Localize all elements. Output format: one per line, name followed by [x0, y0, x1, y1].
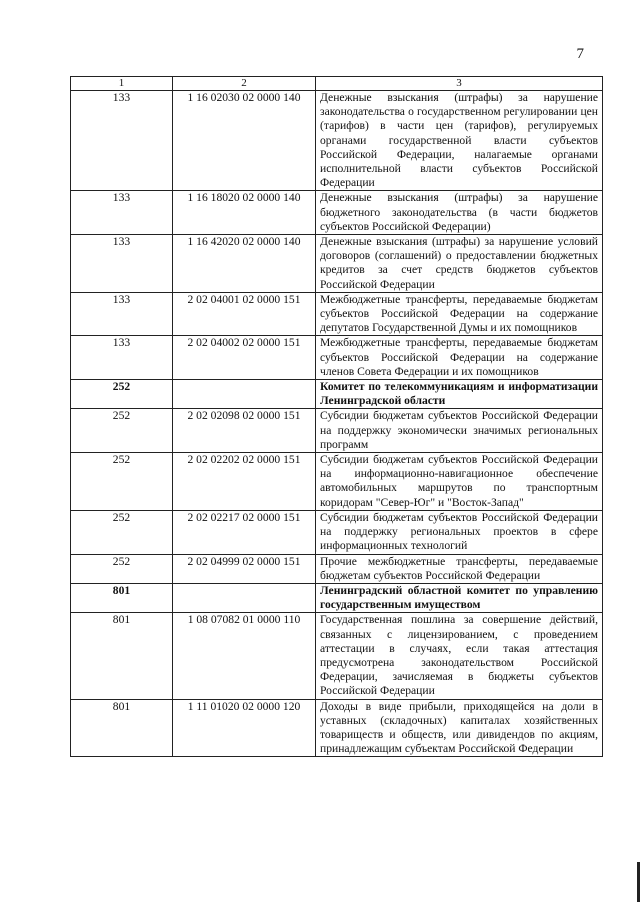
description-cell: Прочие межбюджетные трансферты, передаваемые бюджетам субъектов Российской Федерации — [316, 554, 603, 583]
budget-code-cell: 1 16 42020 02 0000 140 — [173, 235, 316, 293]
table-header-row — [71, 77, 603, 91]
budget-code-cell: 1 16 18020 02 0000 140 — [173, 191, 316, 235]
budget-code-cell: 1 08 07082 01 0000 110 — [173, 613, 316, 699]
budget-code-cell — [173, 583, 316, 612]
description-cell: Субсидии бюджетам субъектов Российской Федерации на информационно-навигационное обеспечение автомобильных маршрутов по транспортным коридорам "Север-Юг" и "Восток-Запад" — [316, 453, 603, 511]
admin-code-cell: 252 — [71, 380, 173, 409]
table-row — [71, 510, 603, 554]
description-cell: Доходы в виде прибыли, приходящейся на доли в уставных (складочных) капиталах хозяйственных товариществ и обществ, или дивидендов по акциям, принадлежащим субъектам Российской Федерации — [316, 699, 603, 757]
table-row — [71, 613, 603, 699]
table-row — [71, 453, 603, 511]
header-cell-1: 1 — [71, 77, 173, 91]
admin-code-cell: 801 — [71, 613, 173, 699]
budget-code-cell: 2 02 02217 02 0000 151 — [173, 510, 316, 554]
admin-code-cell: 252 — [71, 554, 173, 583]
table-row — [71, 235, 603, 293]
table-section-row — [71, 583, 603, 612]
admin-code-cell: 252 — [71, 510, 173, 554]
description-cell: Государственная пошлина за совершение действий, связанных с лицензированием, с проведением аттестации в случаях, если такая аттестация предусмотрена законодательством Российской Федерации, зачисляемая в бюджеты субъектов Российской Федерации — [316, 613, 603, 699]
table-section-row — [71, 380, 603, 409]
description-cell: Межбюджетные трансферты, передаваемые бюджетам субъектов Российской Федерации на содержание депутатов Государственной Думы и их помощников — [316, 292, 603, 336]
budget-code-cell: 2 02 02202 02 0000 151 — [173, 453, 316, 511]
budget-code-cell: 2 02 04001 02 0000 151 — [173, 292, 316, 336]
description-cell: Денежные взыскания (штрафы) за нарушение условий договоров (соглашений) о предоставлении бюджетных кредитов за счет средств бюджетов субъектов Российской Федерации — [316, 235, 603, 293]
table-row — [71, 699, 603, 757]
revenue-codes-table — [70, 76, 603, 757]
admin-code-cell: 801 — [71, 699, 173, 757]
budget-code-cell: 2 02 02098 02 0000 151 — [173, 409, 316, 453]
header-cell-3: 3 — [316, 77, 603, 91]
description-cell: Субсидии бюджетам субъектов Российской Федерации на поддержку экономически значимых региональных программ — [316, 409, 603, 453]
description-cell: Межбюджетные трансферты, передаваемые бюджетам субъектов Российской Федерации на содержание членов Совета Федерации и их помощников — [316, 336, 603, 380]
admin-code-cell: 252 — [71, 453, 173, 511]
table-row — [71, 91, 603, 191]
admin-code-cell: 252 — [71, 409, 173, 453]
admin-code-cell: 133 — [71, 292, 173, 336]
admin-code-cell: 801 — [71, 583, 173, 612]
admin-code-cell: 133 — [71, 91, 173, 191]
description-cell: Денежные взыскания (штрафы) за нарушение бюджетного законодательства (в части бюджетов субъектов Российской Федерации) — [316, 191, 603, 235]
budget-code-cell: 1 11 01020 02 0000 120 — [173, 699, 316, 757]
budget-code-cell: 2 02 04999 02 0000 151 — [173, 554, 316, 583]
budget-code-cell — [173, 380, 316, 409]
budget-code-cell: 2 02 04002 02 0000 151 — [173, 336, 316, 380]
admin-code-cell: 133 — [71, 191, 173, 235]
description-cell: Ленинградский областной комитет по управлению государственным имуществом — [316, 583, 603, 612]
budget-code-cell: 1 16 02030 02 0000 140 — [173, 91, 316, 191]
description-cell: Субсидии бюджетам субъектов Российской Федерации на поддержку региональных проектов в сфере информационных технологий — [316, 510, 603, 554]
page-number: 7 — [576, 46, 584, 62]
table-row — [71, 292, 603, 336]
admin-code-cell: 133 — [71, 336, 173, 380]
header-cell-2: 2 — [173, 77, 316, 91]
table-row — [71, 409, 603, 453]
description-cell: Денежные взыскания (штрафы) за нарушение законодательства о государственном регулировании цен (тарифов) в части цен (тарифов), регулируемых органами государственной власти субъектов Российской Федерации, налагаемые органами исполнительной власти субъектов Российской Федерации — [316, 91, 603, 191]
table-row — [71, 191, 603, 235]
table-row — [71, 554, 603, 583]
table-row — [71, 336, 603, 380]
admin-code-cell: 133 — [71, 235, 173, 293]
description-cell: Комитет по телекоммуникациям и информатизации Ленинградской области — [316, 380, 603, 409]
